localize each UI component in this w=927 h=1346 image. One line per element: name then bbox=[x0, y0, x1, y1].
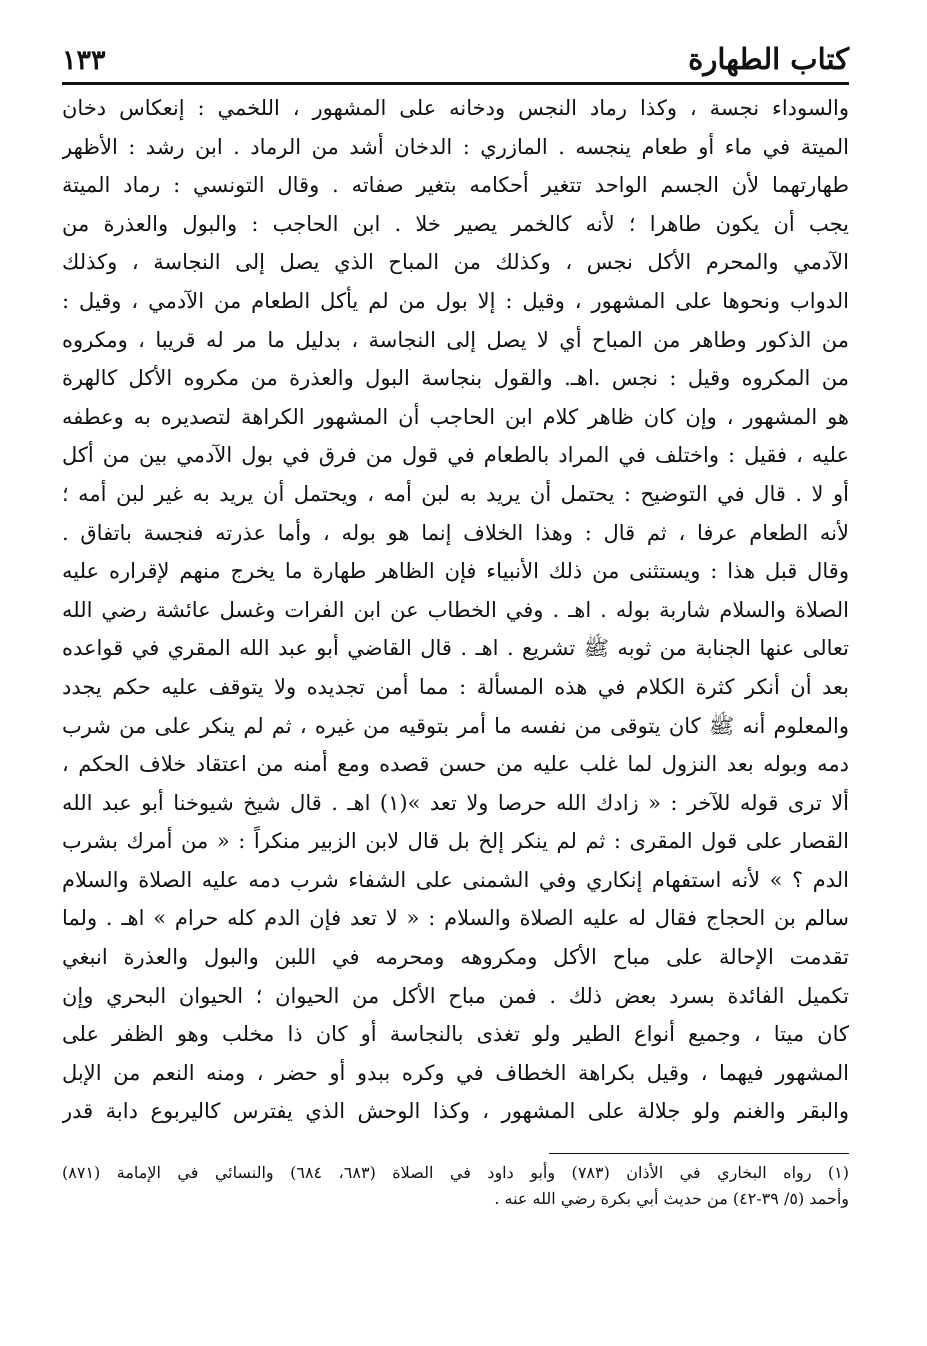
body-line: المشهور فيهما ، وقيل بكراهة الخطاف في وكره ببدو أو حضر ، ومنه النعم من الإبل bbox=[62, 1060, 849, 1085]
body-line: الدم ؟ » لأنه استفهام إنكاري وفي الشمنى على الشفاء شرب دمه عليه الصلاة والسلام bbox=[62, 867, 849, 892]
book-title: كتاب الطهارة bbox=[688, 42, 849, 76]
body-line: تقدمت الإحالة على مباح الأكل ومكروهه ومحرمه في اللبن والبول والعذرة انبغي bbox=[62, 945, 849, 970]
body-line: والمعلوم أنه ﷺ كان يتوقى من نفسه ما أمر بتوقيه من غيره ، ثم لم ينكر على من شرب bbox=[62, 713, 849, 738]
body-line: القصار على قول المقرى : ثم لم ينكر إلخ بل قال لابن الزبير منكراً : « من أمرك بشرب bbox=[62, 829, 849, 854]
page-number: ١٣٣ bbox=[62, 45, 106, 76]
footnote-line: وأحمد (٥/ ٣٩-٤٢) من حديث أبي بكرة رضي الله عنه . bbox=[494, 1189, 849, 1209]
body-text bbox=[62, 89, 849, 1131]
body-line: تكميل الفائدة بسرد بعض ذلك . فمن مباح الأكل من الحيوان ؛ الحيوان البحري وإن bbox=[62, 983, 849, 1008]
body-line: ألا ترى قوله للآخر : « زادك الله حرصا ولا تعد »(١) اهـ . قال شيخ شيوخنا أبو عبد الله bbox=[62, 790, 849, 815]
body-line: الميتة في ماء أو طعام ينجسه . المازري : الدخان أشد من الرماد . ابن رشد : الأظهر bbox=[62, 134, 849, 159]
body-line: دمه وبوله بعد النزول لما غلب عليه من حسن قصده ومع أمنه من اعتقاد خلاف الحكم ، bbox=[62, 752, 849, 777]
body-line: الآدمي والمحرم الأكل نجس ، وكذلك من المباح الذي يصل إلى النجاسة ، وكذلك bbox=[62, 250, 849, 275]
body-line: يجب أن يكون طاهرا ؛ لأنه كالخمر يصير خلا . ابن الحاجب : والبول والعذرة من bbox=[62, 211, 849, 236]
body-line: كان ميتا ، وجميع أنواع الطير ولو تغذى بالنجاسة أو كان ذا مخلب وهو الظفر على bbox=[62, 1022, 849, 1047]
body-line: عليه ، فقيل : واختلف في المراد بالطعام في قول من فرق في بول الآدمي بين من أكل bbox=[62, 443, 849, 468]
body-line: بعد أن أنكر كثرة الكلام في هذه المسألة : مما أمن تجديده ولا يتوقف عليه حكم يجدد bbox=[62, 674, 849, 699]
footnote-line: (١) رواه البخاري في الأذان (٧٨٣) وأبو داود في الصلاة (٦٨٣، ٦٨٤) والنسائي في الإمامة (٨٧١) bbox=[62, 1163, 849, 1183]
header-rule bbox=[62, 82, 849, 85]
body-line: الدواب ونحوها على المشهور ، وقيل : إلا بول من لم يأكل الطعام من الآدمي ، وقيل : bbox=[62, 288, 849, 313]
body-line: هو المشهور ، وإن كان ظاهر كلام ابن الحاجب أن المشهور الكراهة لتصديره به وعطفه bbox=[62, 404, 849, 429]
body-line: لأنه الطعام عرفا ، ثم قال : وهذا الخلاف إنما هو بوله ، وأما عذرته فنجسة باتفاق . bbox=[62, 520, 849, 545]
footnotes bbox=[62, 1160, 849, 1212]
page-header bbox=[62, 34, 849, 76]
body-line: وقال قبل هذا : ويستثنى من ذلك الأنبياء فإن الظاهر طهارة ما يخرج منهم لإقراره عليه bbox=[62, 559, 849, 584]
body-line: والبقر والغنم ولو جلالة على المشهور ، وكذا الوحش الذي يفترس كاليربوع دابة قدر bbox=[62, 1099, 849, 1124]
body-line: تعالى عنها الجنابة من ثوبه ﷺ تشريع . اهـ . قال القاضي أبو عبد الله المقري في قواعده bbox=[62, 636, 849, 661]
body-line: من المكروه وقيل : نجس .اهـ. والقول بنجاسة البول والعذرة من مكروه الأكل كالهرة bbox=[62, 366, 849, 391]
body-line: طهارتهما لأن الجسم الواحد تتغير أحكامه بتغير صفاته . وقال التونسي : رماد الميتة bbox=[62, 173, 849, 198]
body-line: الصلاة والسلام شاربة بوله . اهـ . وفي الخطاب عن ابن الفرات وغسل عائشة رضي الله bbox=[62, 597, 849, 622]
body-line: من الذكور وطاهر من المباح أي لا يصل إلى النجاسة ، بدليل ما مر له قريبا ، ومكروه bbox=[62, 327, 849, 352]
body-line: أو لا . قال في التوضيح : يحتمل أن يريد به لبن أمه ، ويحتمل أن يريد به غير لبن أمه ؛ bbox=[62, 481, 849, 506]
body-line: والسوداء نجسة ، وكذا رماد النجس ودخانه على المشهور ، اللخمي : إنعكاس دخان bbox=[62, 96, 849, 120]
footnote-rule bbox=[549, 1153, 849, 1154]
body-line: سالم بن الحجاج فقال له عليه الصلاة والسلام : « لا تعد فإن الدم كله حرام » اهـ . ولما bbox=[62, 906, 849, 931]
